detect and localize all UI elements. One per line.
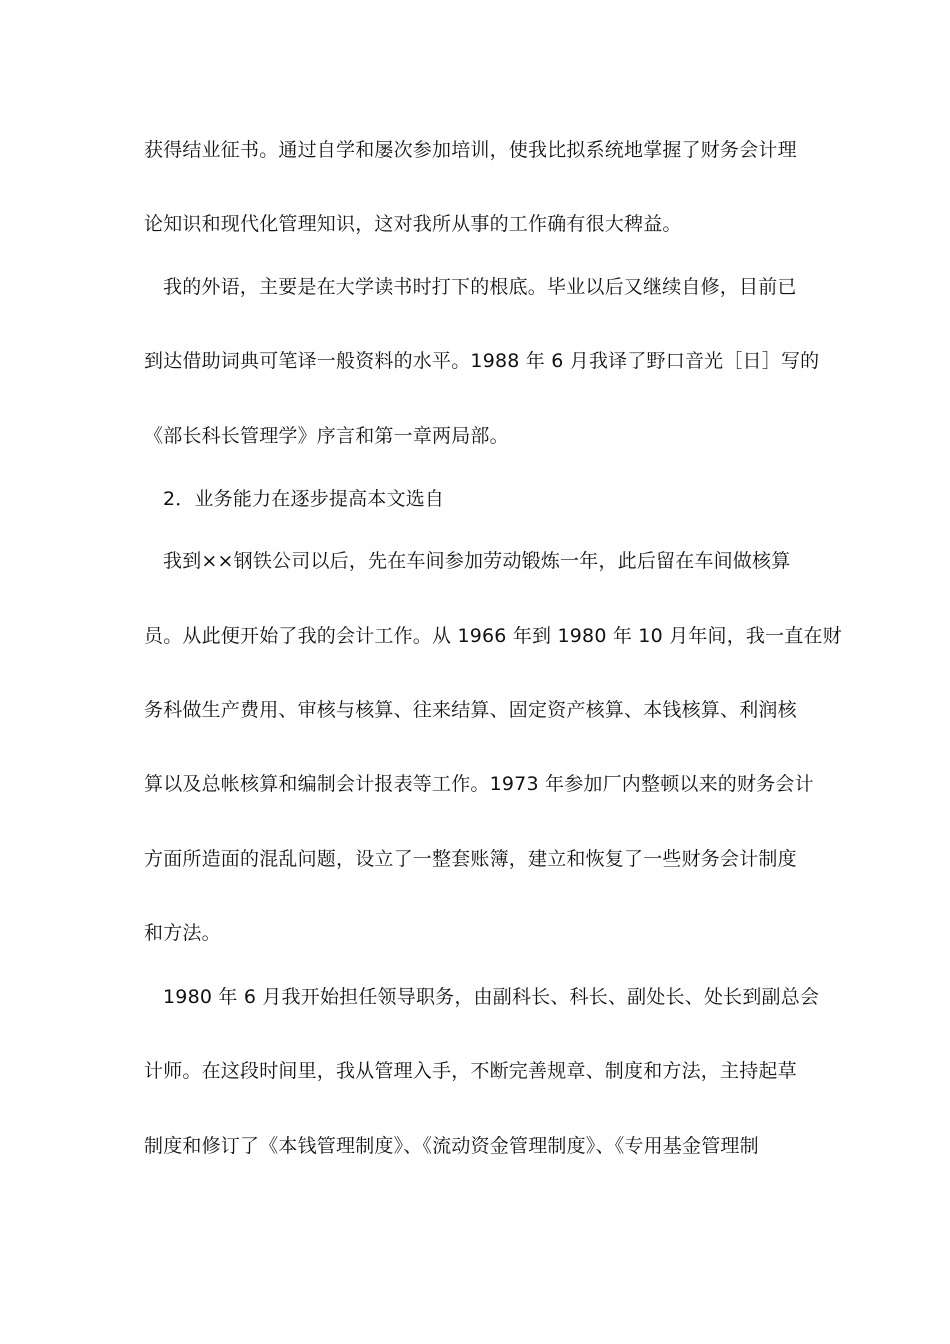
section-heading: 2．业务能力在逐步提高本文选自 — [163, 488, 445, 510]
text-line: 制度和修订了《本钱管理制度》、《流动资金管理制度》、《专用基金管理制 — [144, 1135, 759, 1157]
paragraph-first-line: 我到××钢铁公司以后，先在车间参加劳动锻炼一年，此后留在车间做核算 — [163, 550, 791, 572]
text-line: 员。从此便开始了我的会计工作。从 1966 年到 1980 年 10 月年间，我一直在财 — [144, 625, 842, 647]
paragraph-first-line: 我的外语，主要是在大学读书时打下的根底。毕业以后又继续自修，目前已 — [163, 276, 797, 298]
text-line: 论知识和现代化管理知识，这对我所从事的工作确有很大稗益。 — [144, 213, 682, 235]
text-line: 算以及总帐核算和编制会计报表等工作。1973 年参加厂内整顿以来的财务会计 — [144, 773, 814, 795]
text-line: 《部长科长管理学》序言和第一章两局部。 — [144, 425, 509, 447]
text-line: 获得结业征书。通过自学和屡次参加培训，使我比拟系统地掌握了财务会计理 — [144, 139, 797, 161]
text-line: 务科做生产费用、审核与核算、往来结算、固定资产核算、本钱核算、利润核 — [144, 699, 797, 721]
text-line: 到达借助词典可笔译一般资料的水平。1988 年 6 月我译了野口音光［日］写的 — [144, 350, 820, 372]
paragraph-first-line: 1980 年 6 月我开始担任领导职务，由副科长、科长、副处长、处长到副总会 — [163, 986, 820, 1008]
text-line: 和方法。 — [144, 922, 221, 944]
text-line: 方面所造面的混乱问题，设立了一整套账簿，建立和恢复了一些财务会计制度 — [144, 848, 797, 870]
text-line: 计师。在这段时间里，我从管理入手，不断完善规章、制度和方法，主持起草 — [144, 1060, 797, 1082]
